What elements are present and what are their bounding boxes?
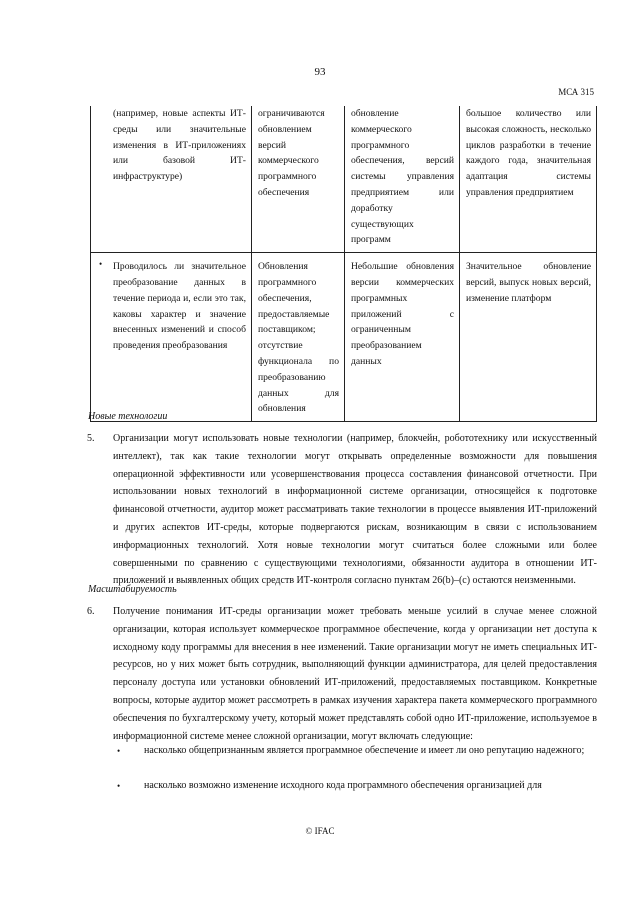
table-cell: обновление коммерческого программного обеспечения, версий системы управления предприятием или доработку существующих программ <box>345 106 460 253</box>
section-heading-scalability: Масштабируемость <box>88 584 177 595</box>
standard-label: МСА 315 <box>558 87 594 97</box>
table-cell: Обновления программного обеспечения, предоставляемые поставщиком; отсутствие функционала по преобразованию данных для обновления <box>252 253 345 422</box>
bullet-icon: • <box>117 746 121 756</box>
table-row <box>91 106 597 253</box>
list-item: насколько общепризнанным является программное обеспечение и имеет ли оно репутацию надежного; <box>144 745 585 756</box>
table-cell: большое количество или высокая сложность, несколько циклов разработки в течение каждого года, значительная адаптация системы управления предприятием <box>460 106 597 253</box>
list-item: насколько возможно изменение исходного кода программного обеспечения организацией для <box>144 780 542 791</box>
paragraph-number: 5. <box>87 433 95 444</box>
paragraph-number: 6. <box>87 606 95 617</box>
table-cell-text: Проводилось ли значительное преобразование данных в течение периода и, если это так, каковы характер и значение внесенных изменений и способ проведения преобразования <box>113 261 246 352</box>
table-cell: (например, новые аспекты ИТ-среды или значительные изменения в ИТ-приложениях или базовой ИТ-инфраструктуре) <box>91 106 252 253</box>
complexity-table <box>90 106 597 422</box>
paragraph-5: Организации могут использовать новые технологии (например, блокчейн, робототехнику или искусственный интеллект), так как такие технологии могут открывать определенные возможности для повышения операционной эффективности или усовершенствования процесса составления финансовой отчетности. При использовании новых технологий в информационной системе организации, относящейся к подготовке финансовой отчетности, аудитор может рассматривать такие технологии в процессе выявления ИТ-приложений и других аспектов ИТ-среды, которые подвергаются рискам, возникающим в связи с использованием информационных технологий. Хотя новые технологии могут считаться более сложными или более совершенными по сравнению с существующими технологиями, обязанности аудитора в отношении ИТ-приложений и выявленных общих средств ИТ-контроля согласно пунктам 26(b)–(c) остаются неизменными. <box>113 433 597 587</box>
section-heading-new-technologies: Новые технологии <box>88 411 168 422</box>
table-cell <box>91 253 252 422</box>
paragraph-6: Получение понимания ИТ-среды организации может требовать меньше усилий в случае менее сложной организации, которая использует коммерческое программное обеспечение, когда у организации нет доступа к исходному коду программы для внесения в нее изменений. Такие организации могут не иметь специальных ИТ-ресурсов, но у них может быть сотрудник, выполняющий функции администратора, для целей предоставления персоналу доступа или установки обновлений ИТ-приложений, предоставляемых поставщиком. Конкретные вопросы, которые аудитор может рассмотреть в рамках изучения характера пакета коммерческого программного обеспечения по бухгалтерскому учету, который может представлять собой одно ИТ-приложение, используемое в информационной системе менее сложной организации, могут включать следующие: <box>113 606 597 742</box>
bullet-icon: • <box>117 781 121 791</box>
table-cell: Значительное обновление версий, выпуск новых версий, изменение платформ <box>460 253 597 422</box>
bullet-icon: • <box>99 259 103 270</box>
table-cell: ограничиваются обновлением версий коммерческого программного обеспечения <box>252 106 345 253</box>
footer-copyright: © IFAC <box>305 826 335 836</box>
table-row <box>91 253 597 422</box>
page-number: 93 <box>314 66 326 78</box>
table-cell: Небольшие обновления версии коммерческих программных приложений с ограниченным преобразованием данных <box>345 253 460 422</box>
